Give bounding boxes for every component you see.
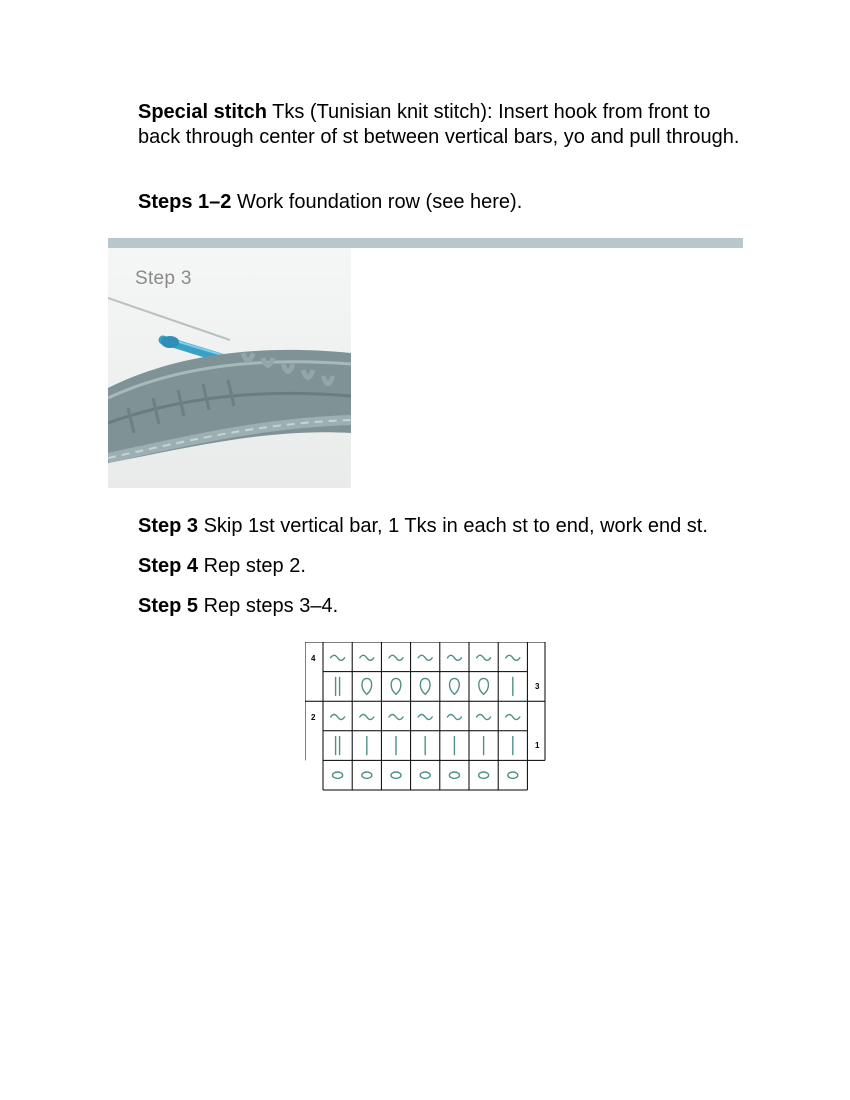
- chart-symbol-chain: [508, 772, 518, 778]
- step-5-text: Rep steps 3–4.: [198, 595, 339, 617]
- chart-symbol-return-pass: [331, 715, 345, 720]
- stitch-chart: [305, 642, 550, 792]
- step-3-text: Skip 1st vertical bar, 1 Tks in each st to end, work end st.: [198, 515, 708, 537]
- chart-symbol-return-pass: [360, 715, 374, 720]
- special-stitch-label: Special stitch: [138, 101, 267, 123]
- chart-symbol-chain: [449, 772, 459, 778]
- chart-symbol-return-pass: [506, 655, 520, 660]
- row-number-2: 2: [311, 713, 316, 722]
- chart-symbol-chain: [333, 772, 343, 778]
- step-3-photo: [108, 248, 351, 488]
- chart-symbol-chain: [479, 772, 489, 778]
- chart-symbol-return-pass: [418, 715, 432, 720]
- chart-symbol-tks: [420, 678, 430, 694]
- chart-symbol-return-pass: [447, 655, 461, 660]
- step-4-paragraph: [138, 554, 748, 579]
- chart-symbol-chain: [391, 772, 401, 778]
- chart-symbol-return-pass: [506, 715, 520, 720]
- photo-label: Step 3: [135, 268, 192, 289]
- stitch-chart-svg: [305, 642, 550, 792]
- special-stitch-text: Tks (Tunisian knit stitch): Insert hook from front to back through center of st between vertical bars, yo and pull through.: [138, 101, 740, 148]
- steps-1-2-label: Steps 1–2: [138, 191, 232, 213]
- step-4-label: Step 4: [138, 555, 199, 577]
- chart-symbol-chain: [362, 772, 372, 778]
- step-4-text: Rep step 2.: [198, 555, 306, 577]
- row-number-3: 3: [535, 682, 540, 691]
- chart-symbol-return-pass: [418, 655, 432, 660]
- chart-symbol-end-stitch: [336, 677, 340, 695]
- row-number-1: 1: [535, 741, 540, 750]
- chart-symbol-return-pass: [389, 715, 403, 720]
- section-divider: [108, 238, 743, 248]
- chart-symbol-end-stitch: [336, 737, 340, 755]
- chart-symbol-return-pass: [447, 715, 461, 720]
- special-stitch-paragraph: [138, 100, 748, 150]
- chart-symbol-return-pass: [360, 655, 374, 660]
- row-number-4: 4: [311, 654, 316, 663]
- step-5-paragraph: [138, 594, 748, 619]
- steps-1-2-text: Work foundation row (see here).: [231, 191, 523, 213]
- chart-symbol-return-pass: [477, 655, 491, 660]
- step-3-label: Step 3: [138, 515, 199, 537]
- chart-symbol-return-pass: [331, 655, 345, 660]
- chart-symbol-tks: [391, 678, 401, 694]
- step-3-paragraph: [138, 514, 748, 539]
- step-5-label: Step 5: [138, 595, 199, 617]
- chart-symbol-tks: [362, 678, 372, 694]
- chart-symbol-tks: [479, 678, 489, 694]
- chart-symbol-chain: [420, 772, 430, 778]
- chart-symbol-return-pass: [389, 655, 403, 660]
- chart-symbol-tks: [450, 678, 460, 694]
- steps-1-2-paragraph: [138, 190, 748, 215]
- chart-symbol-return-pass: [477, 715, 491, 720]
